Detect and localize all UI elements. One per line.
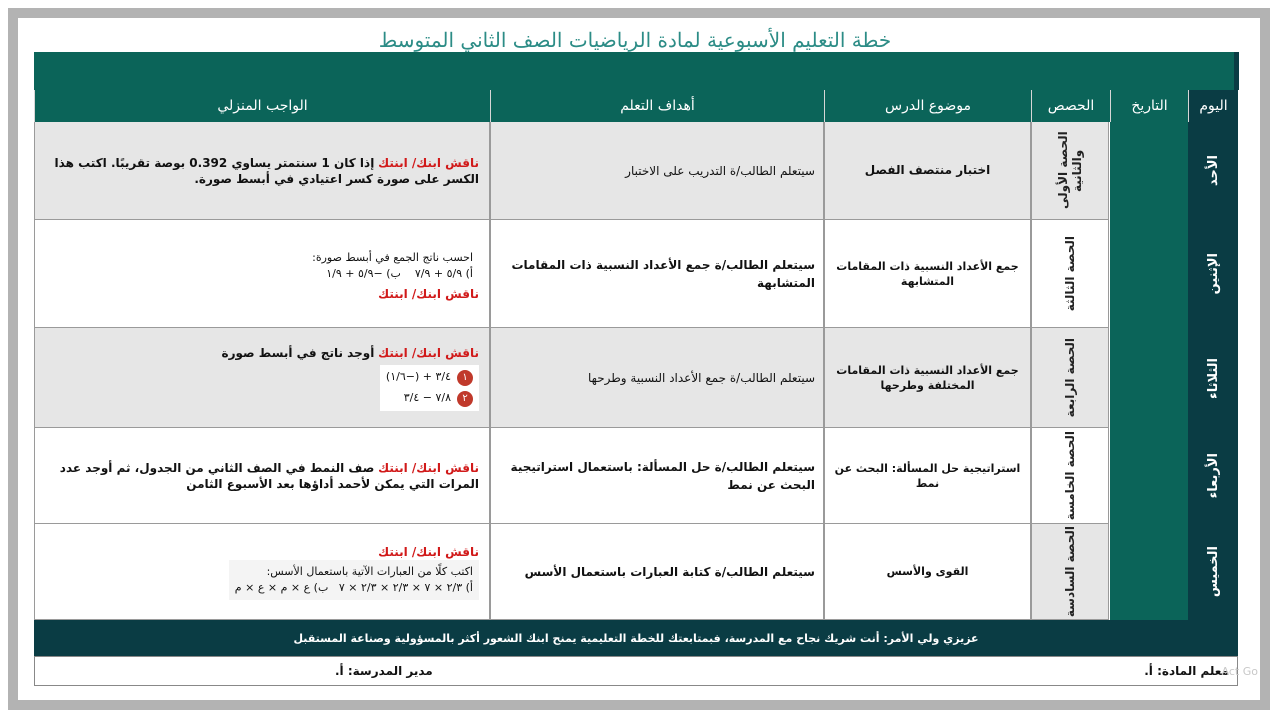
- day-cell: الأحد: [1188, 122, 1238, 220]
- homework-cell: ناقش ابنك/ ابنتك إذا كان 1 سنتمتر يساوي 0.392 بوصة تقريبًا. اكتب هذا الكسر على صورة كسر اعتيادي في أبسط صورة.: [34, 122, 490, 220]
- header-period: الحصص: [1031, 90, 1110, 122]
- topic-cell: جمع الأعداد النسبية ذات المقامات المختلفة وطرحها: [824, 328, 1031, 428]
- homework-image: احسب ناتج الجمع في أبسط صورة: أ) ٥/٩ + ٧/٩ ب) −٥/٩ + ١/٩: [306, 246, 479, 286]
- homework-image: اكتب كلًا من العبارات الآتية باستعمال الأسس: أ) ٢/٣ × ٧ × ٢/٣ × ٢/٣ × ٧ ب) ع × م × ع × م: [229, 560, 479, 600]
- period-cell: الحصة السادسة: [1031, 524, 1109, 620]
- period-cell: الحصة الأولى والثانية: [1031, 122, 1109, 220]
- period-cell: الحصة الرابعة: [1031, 328, 1109, 428]
- header-band: [34, 52, 1236, 90]
- period-cell: الحصة الثالثة: [1031, 220, 1109, 328]
- period-cell: الحصة الخامسة: [1031, 428, 1109, 524]
- goal-cell: سيتعلم الطالب/ة التدريب على الاختبار: [490, 122, 824, 220]
- day-cell: الثلاثاء: [1188, 328, 1238, 428]
- goal-cell: سيتعلم الطالب/ة كتابة العبارات باستعمال الأسس: [490, 524, 824, 620]
- header-band-edge: [1234, 52, 1239, 90]
- day-cell: الأربعاء: [1188, 428, 1238, 524]
- teacher-label: معلم المادة: أ.: [1144, 664, 1229, 678]
- day-cell: الخميس: [1188, 524, 1238, 620]
- date-column: [1110, 122, 1188, 620]
- principal-label: مدير المدرسة: أ.: [335, 664, 433, 678]
- topic-cell: جمع الأعداد النسبية ذات المقامات المتشابهة: [824, 220, 1031, 328]
- page-title: خطة التعليم الأسبوعية لمادة الرياضيات الصف الثاني المتوسط: [378, 28, 892, 52]
- header-date: التاريخ: [1110, 90, 1188, 122]
- homework-cell: ناقش ابنك/ ابنتك اكتب كلًا من العبارات الآتية باستعمال الأسس: أ) ٢/٣ × ٧ × ٢/٣ × ٢/٣ × ٧ ب) ع × م × ع × م: [34, 524, 490, 620]
- topic-cell: القوى والأسس: [824, 524, 1031, 620]
- item-badge: ٢: [457, 391, 473, 407]
- topic-cell: اختبار منتصف الفصل: [824, 122, 1031, 220]
- header-homework: الواجب المنزلي: [34, 90, 490, 122]
- topic-cell: استراتيجية حل المسألة: البحث عن نمط: [824, 428, 1031, 524]
- goal-cell: سيتعلم الطالب/ة حل المسألة: باستعمال استراتيجية البحث عن نمط: [490, 428, 824, 524]
- parent-message: عزيزي ولي الأمر: أنت شريك نجاح مع المدرسة، فبمتابعتك للخطة التعليمية يمنح ابنك الشعور أكثر بالمسؤولية وصناعة المستقبل: [34, 620, 1238, 656]
- header-day: اليوم: [1188, 90, 1238, 122]
- watermark: Act Go: [1221, 665, 1258, 678]
- homework-cell: احسب ناتج الجمع في أبسط صورة: أ) ٥/٩ + ٧/٩ ب) −٥/٩ + ١/٩ ناقش ابنك/ ابنتك: [34, 220, 490, 328]
- day-cell: الإثنين: [1188, 220, 1238, 328]
- item-badge: ١: [457, 370, 473, 386]
- goal-cell: سيتعلم الطالب/ة جمع الأعداد النسبية وطرحها: [490, 328, 824, 428]
- signature-row: [34, 656, 1238, 686]
- header-topic: موضوع الدرس: [824, 90, 1031, 122]
- homework-image: ١٣/٤ + (−١/٦) ٢٧/٨ − ٣/٤: [380, 365, 479, 411]
- homework-cell: ناقش ابنك/ ابنتك صف النمط في الصف الثاني من الجدول، ثم أوجد عدد المرات التي يمكن لأحمد أداؤها بعد الأسبوع الثامن: [34, 428, 490, 524]
- homework-cell: ناقش ابنك/ ابنتك أوجد ناتج في أبسط صورة ١٣/٤ + (−١/٦) ٢٧/٨ − ٣/٤: [34, 328, 490, 428]
- goal-cell: سيتعلم الطالب/ة جمع الأعداد النسبية ذات المقامات المتشابهة: [490, 220, 824, 328]
- header-goals: أهداف التعلم: [490, 90, 824, 122]
